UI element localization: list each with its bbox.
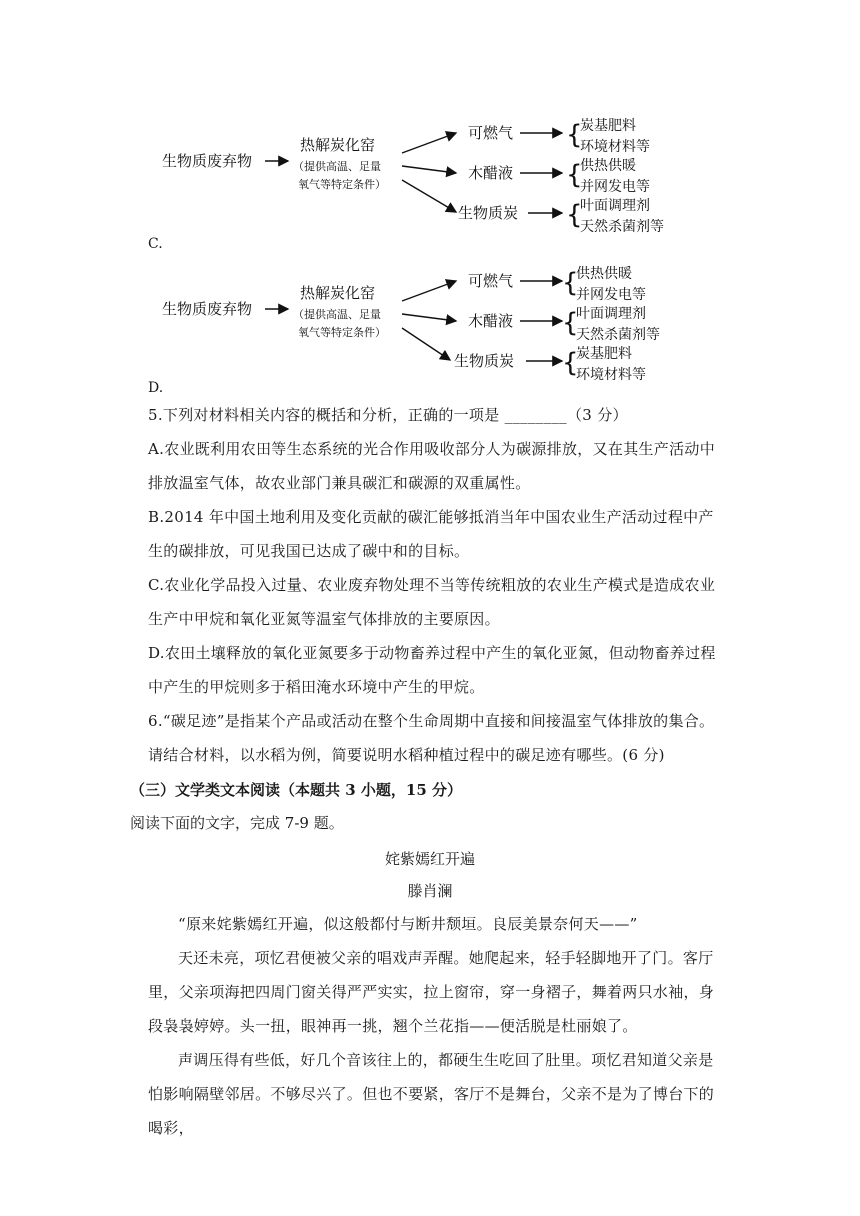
kiln-label: 热解炭化窑 [300,284,376,302]
brace: { [562,348,579,378]
source-label: 生物质废弃物 [162,152,253,170]
product-1: 可燃气 [468,124,514,142]
story-title: 姹紫嫣红开遍 [384,850,475,868]
use-3a: 炭基肥料 [576,346,632,362]
use-1a: 供热供暖 [576,266,632,282]
use-3a: 叶面调理剂 [580,198,650,214]
arrow [402,166,456,173]
flow-diagram-d [150,256,710,396]
product-2: 木醋液 [468,164,514,182]
reading-instruction: 阅读下面的文字，完成 7-9 题。 [130,814,344,832]
use-3b: 天然杀菌剂等 [580,219,664,235]
story-paragraph-2: 天还未亮，项忆君便被父亲的唱戏声弄醒。她爬起来，轻手轻脚地开了门。客厅里，父亲项海把四周门窗关得严严实实，拉上窗帘，穿一身褶子，舞着两只水袖，身段袅袅婷婷。头一扭，眼神再一挑，翘个兰花指——便活脱是杜丽娘了。 [148,949,715,1035]
product-3: 生物质炭 [458,204,519,222]
question-5-option-b: B.2014 年中国土地利用及变化贡献的碳汇能够抵消当年中国农业生产活动过程中产生的碳排放，可见我国已达成了碳中和的目标。 [148,508,714,560]
arrow [402,328,450,360]
condition-line-1: （提供高温、足量 [293,308,381,321]
option-c-label: C. [148,236,163,252]
source-label: 生物质废弃物 [162,300,253,318]
condition-line-2: 氧气等特定条件） [298,178,386,191]
arrow [402,281,456,301]
arrow [402,180,456,212]
use-1b: 环境材料等 [580,139,650,155]
brace: { [566,160,583,190]
question-5-option-d: D.农田土壤释放的氧化亚氮要多于动物畜养过程中产生的氧化亚氮，但动物畜养过程中产生的甲烷则多于稻田淹水环境中产生的甲烷。 [148,644,716,696]
story-author: 滕肖澜 [407,882,453,900]
story-paragraph-1: “原来姹紫嫣红开遍，似这般都付与断井颓垣。良辰美景奈何天——” [178,915,638,933]
flow-diagram-c [150,108,710,248]
product-1: 可燃气 [468,272,514,290]
story-paragraph-3: 声调压得有些低，好几个音该往上的，都硬生生吃回了肚里。项忆君知道父亲是怕影响隔壁邻居。不够尽兴了。但也不要紧，客厅不是舞台，父亲不是为了博台下的喝彩， [148,1051,715,1137]
brace: { [562,268,579,298]
brace: { [562,308,579,338]
use-1a: 炭基肥料 [580,118,636,134]
diagram-d [150,256,710,396]
brace: { [566,120,583,150]
use-2b: 天然杀菌剂等 [576,327,660,343]
product-2: 木醋液 [468,312,514,330]
use-3b: 环境材料等 [576,367,646,383]
section-heading: （三）文学类文本阅读（本题共 3 小题，15 分） [130,781,462,799]
question-6: 6.“碳足迹”是指某个产品或活动在整个生命周期中直接和间接温室气体排放的集合。请结合材料，以水稻为例，简要说明水稻种植过程中的碳足迹有哪些。(6 分) [148,712,715,764]
use-2a: 供热供暖 [580,158,636,174]
use-2b: 并网发电等 [580,179,650,195]
arrow [402,314,456,321]
diagram-c [150,108,710,248]
kiln-label: 热解炭化窑 [300,136,376,154]
brace: { [566,200,583,230]
condition-line-1: （提供高温、足量 [293,160,381,173]
question-5-option-a: A.农业既利用农田等生态系统的光合作用吸收部分人为碳源排放，又在其生产活动中排放温室气体，故农业部门兼具碳汇和碳源的双重属性。 [148,440,716,492]
use-1b: 并网发电等 [576,287,646,303]
arrow [402,133,456,153]
question-5-option-c: C.农业化学品投入过量、农业废弃物处理不当等传统粗放的农业生产模式是造成农业生产中甲烷和氧化亚氮等温室气体排放的主要原因。 [148,576,716,628]
condition-line-2: 氧气等特定条件） [298,326,386,339]
option-d-label: D. [148,380,164,396]
question-5-stem: 5.下列对材料相关内容的概括和分析，正确的一项是 ________（3 分） [148,406,628,424]
product-3: 生物质炭 [454,352,515,370]
use-2a: 叶面调理剂 [576,306,646,322]
